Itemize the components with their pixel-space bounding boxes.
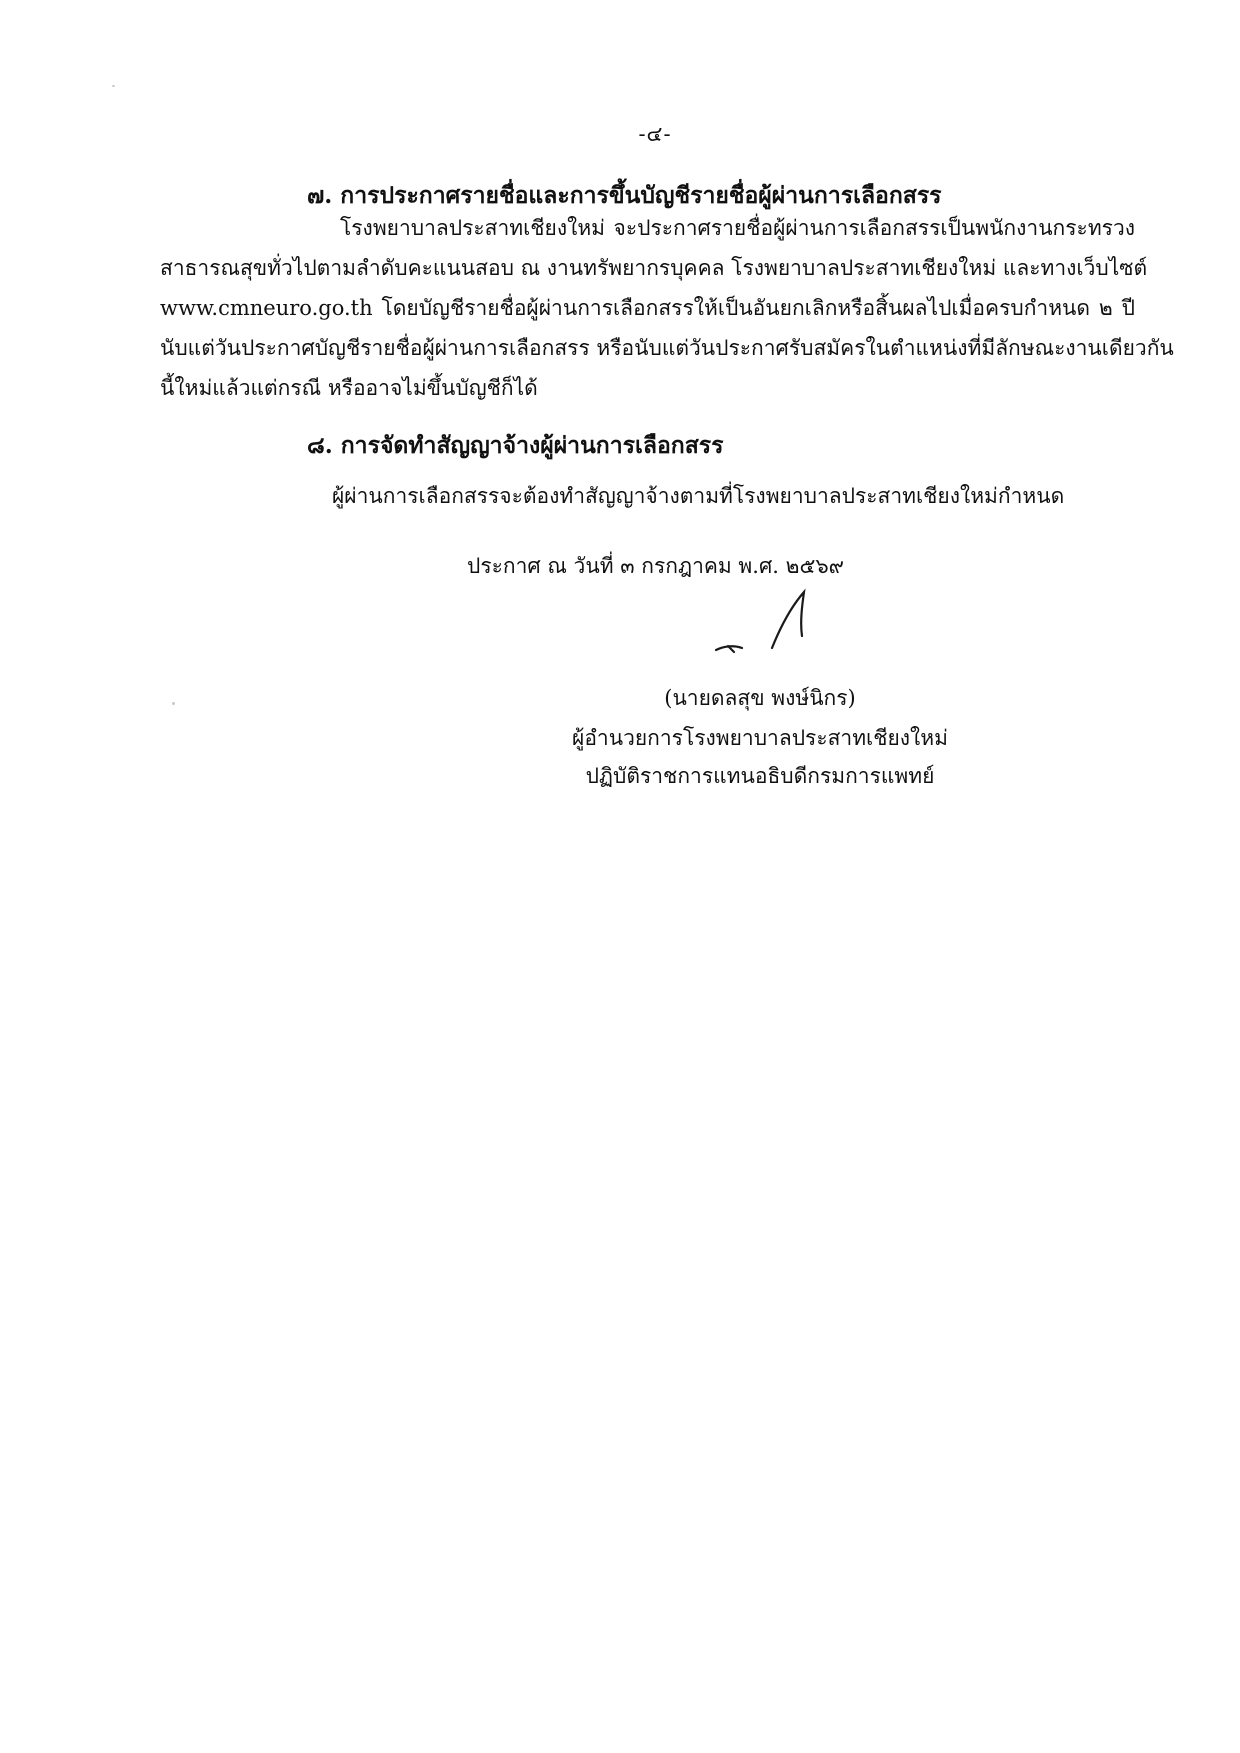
- scan-speck: [112, 85, 115, 87]
- section-7-line-3: www.cmneuro.go.th โดยบัญชีรายชื่อผู้ผ่านการเลือกสรรให้เป็นอันยกเลิกหรือสิ้นผลไปเมื่อครบกำหนด ๒ ปี: [160, 296, 1135, 320]
- section-7-line-4: นับแต่วันประกาศบัญชีรายชื่อผู้ผ่านการเลือกสรร หรือนับแต่วันประกาศรับสมัครในตำแหน่งที่มีลักษณะงานเดียวกัน: [160, 336, 1174, 360]
- signatory-position-2: ปฏิบัติราชการแทนอธิบดีกรมการแพทย์: [585, 764, 935, 788]
- signatory-position-1: ผู้อำนวยการโรงพยาบาลประสาทเชียงใหม่: [572, 726, 948, 750]
- page-number: -๔-: [638, 122, 672, 146]
- section-8-text: ผู้ผ่านการเลือกสรรจะต้องทำสัญญาจ้างตามที่โรงพยาบาลประสาทเชียงใหม่กำหนด: [332, 484, 1065, 508]
- section-7-line-1: โรงพยาบาลประสาทเชียงใหม่ จะประกาศรายชื่อผู้ผ่านการเลือกสรรเป็นพนักงานกระทรวง: [340, 216, 1135, 240]
- handwritten-signature: [710, 588, 820, 668]
- section-7-line-2: สาธารณสุขทั่วไปตามลำดับคะแนนสอบ ณ งานทรัพยากรบุคคล โรงพยาบาลประสาทเชียงใหม่ และทางเว็บไซต์: [160, 256, 1148, 280]
- scan-speck: [172, 702, 175, 705]
- section-7-heading: ๗. การประกาศรายชื่อและการขึ้นบัญชีรายชื่อผู้ผ่านการเลือกสรร: [307, 182, 942, 209]
- section-7-line-5: นี้ใหม่แล้วแต่กรณี หรืออาจไม่ขึ้นบัญชีก็ได้: [160, 376, 538, 400]
- section-8-heading: ๘. การจัดทำสัญญาจ้างผู้ผ่านการเลือกสรร: [307, 432, 724, 459]
- announcement-date: ประกาศ ณ วันที่ ๓ กรกฎาคม พ.ศ. ๒๕๖๙: [467, 554, 845, 578]
- signatory-name: (นายดลสุข พงษ์นิกร): [664, 686, 856, 710]
